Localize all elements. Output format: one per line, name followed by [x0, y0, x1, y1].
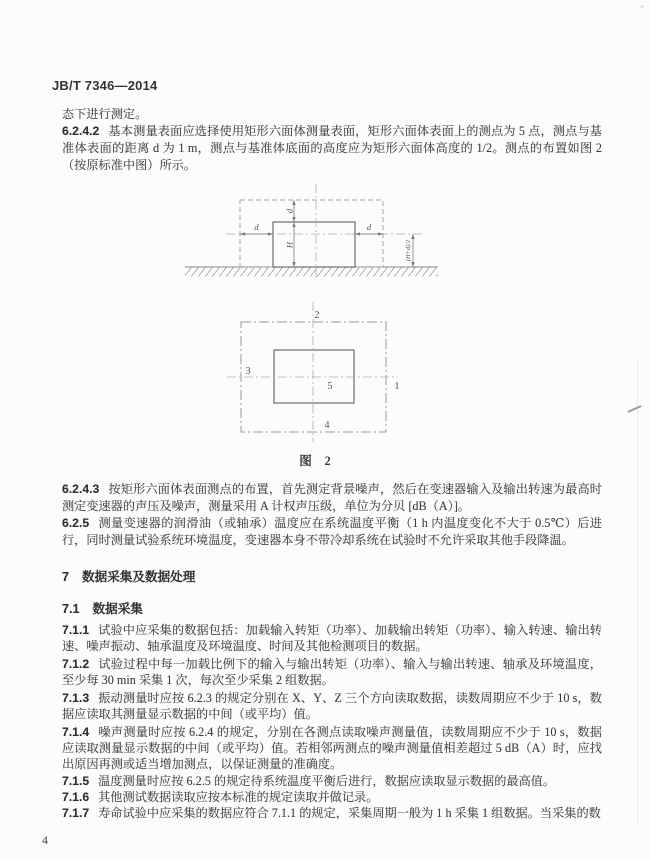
arrowhead [292, 200, 295, 205]
clause-text: 振动测量时应按 6.2.3 的规定分别在 X、Y、Z 三个方向读取数据，读数周期应不少于 10 s，数据应读取其测量显示数据的中间（或平均）值。 [62, 691, 602, 721]
clause-text: 测量变速器的润滑油（或轴承）温度应在系统温度平衡（1 h 内温度变化不大于 0.5℃）后进行，同时测量试验系统环境温度，变速器本身不带冷却系统在试验时不允许采取其他手段降温。 [62, 516, 602, 547]
clause-text: 寿命试验中应采集的数据应符合 7.1.1 的规定，采集周期一般为 1 h 采集 1 组数据。当采集的数 [98, 806, 601, 820]
dim-label-d-left: d [254, 222, 259, 232]
clause-text: 试验过程中每一加载比例下的输入与输出转矩（功率）、输入与输出转速、轴承及环境温度，至少每 30 min 采集 1 次，每次至少采集 2 组数据。 [62, 657, 602, 687]
section-title: 数据采集 [92, 602, 143, 616]
dim-label-height: H [284, 241, 295, 249]
clause-6-2-5 [62, 515, 602, 549]
clause-number: 7.1.5 [62, 774, 90, 788]
arrowhead [292, 262, 295, 267]
clause-text: 按矩形六面体表面测点的布置，首先测定背景噪声，然后在变速器输入及输出转速为最高时测定变速器的声压及噪声，测量采用 A 计权声压级，单位为分贝 [dB（A）]。 [62, 482, 602, 513]
clause-number: 6.2.4.3 [62, 482, 100, 496]
scan-speck-artifact [640, 5, 644, 8]
point-label-4: 4 [324, 420, 330, 431]
clause-number: 7.1.6 [62, 790, 90, 804]
arrowhead [355, 232, 360, 235]
clause-6-2-4-2 [62, 123, 602, 174]
clause-number: 7.1.7 [62, 806, 90, 820]
clause-text: 温度测量时应按 6.2.5 的规定待系统温度平衡后进行，数据应读取显示数据的最高值。 [98, 774, 556, 788]
clause-text: 态下进行测定。 [62, 107, 148, 121]
clause-7-1-3 [62, 690, 602, 722]
figure-caption: 图 2 [299, 454, 331, 468]
measurement-surface-outline [240, 200, 383, 267]
section-7-1-heading [62, 598, 602, 617]
arrowhead [268, 232, 273, 235]
clause-number: 6.2.4.2 [62, 124, 100, 138]
dim-label-d-right: d [366, 222, 372, 232]
gearbox-top-outline [274, 350, 354, 403]
clause-number: 7.1.4 [62, 725, 90, 739]
clause-7-1-4 [62, 724, 602, 772]
section-number: 7.1 [62, 602, 80, 616]
clause-number: 7.1.1 [62, 623, 90, 637]
clause-7-1-7 [62, 805, 602, 821]
point-label-3: 3 [245, 366, 251, 377]
arrowhead [240, 232, 245, 235]
section-number: 7 [62, 570, 70, 584]
clause-7-1-2 [62, 656, 602, 688]
scan-scratch-artifact [627, 405, 642, 413]
standard-number-header: JB/T 7346—2014 [52, 78, 158, 93]
clause-7-1-1 [62, 622, 602, 654]
clause-7-1-6 [62, 789, 602, 805]
clause-text: 噪声测量时应按 6.2.4 的规定，分别在各测点读取噪声测量值，读数周期应不少于 10 s，数据应读取测量显示数据的中间（或平均）值。若相邻两测点的噪声测量值相差超过 5 dB（A）时，应找出原因再测或适当增加测点，以保证测量的准确度。 [62, 725, 602, 771]
figure-side-view-diagram [180, 183, 460, 296]
ground-hatching [185, 268, 438, 277]
arrowhead [378, 232, 383, 235]
section-7-heading [62, 566, 602, 585]
arrowhead [292, 222, 295, 227]
clause-number: 7.1.2 [62, 657, 90, 671]
dim-label-d-top: d [284, 208, 295, 214]
clause-text: 基本测量表面应选择使用矩形六面体测量表面，矩形六面体表面上的测点为 5 点，测点与基准体表面的距离 d 为 1 m，测点与基准体底面的高度应为矩形六面体高度的 1/2。测点的布置如图 2（按原标准中图）所示。 [62, 124, 602, 172]
point-label-5: 5 [327, 381, 333, 392]
clause-7-1-5 [62, 773, 602, 789]
clause-text: 其他测试数据读取应按本标准的规定读取并做记录。 [98, 790, 379, 804]
arrowhead [292, 217, 295, 222]
point-label-2: 2 [314, 310, 320, 321]
section-title: 数据采集及数据处理 [82, 570, 196, 584]
page-number: 4 [42, 833, 48, 847]
arrowhead [411, 234, 414, 239]
scan-page-edge-artifact [637, 358, 638, 826]
clause-number: 6.2.5 [62, 516, 90, 530]
clause-number: 7.1.3 [62, 691, 90, 705]
dim-label-half-height: (H+d)/2 [405, 239, 412, 262]
paragraph-continuation [62, 106, 602, 123]
clause-text: 试验中应采集的数据包括：加载输入转矩（功率）、加载输出转矩（功率）、输入转速、输出转速、噪声振动、轴承温度及环境温度、时间及其他检测项目的数据。 [62, 623, 602, 653]
point-label-1: 1 [394, 381, 400, 392]
figure-top-view-diagram [220, 300, 410, 445]
arrowhead [411, 262, 414, 267]
clause-6-2-4-3 [62, 481, 602, 515]
